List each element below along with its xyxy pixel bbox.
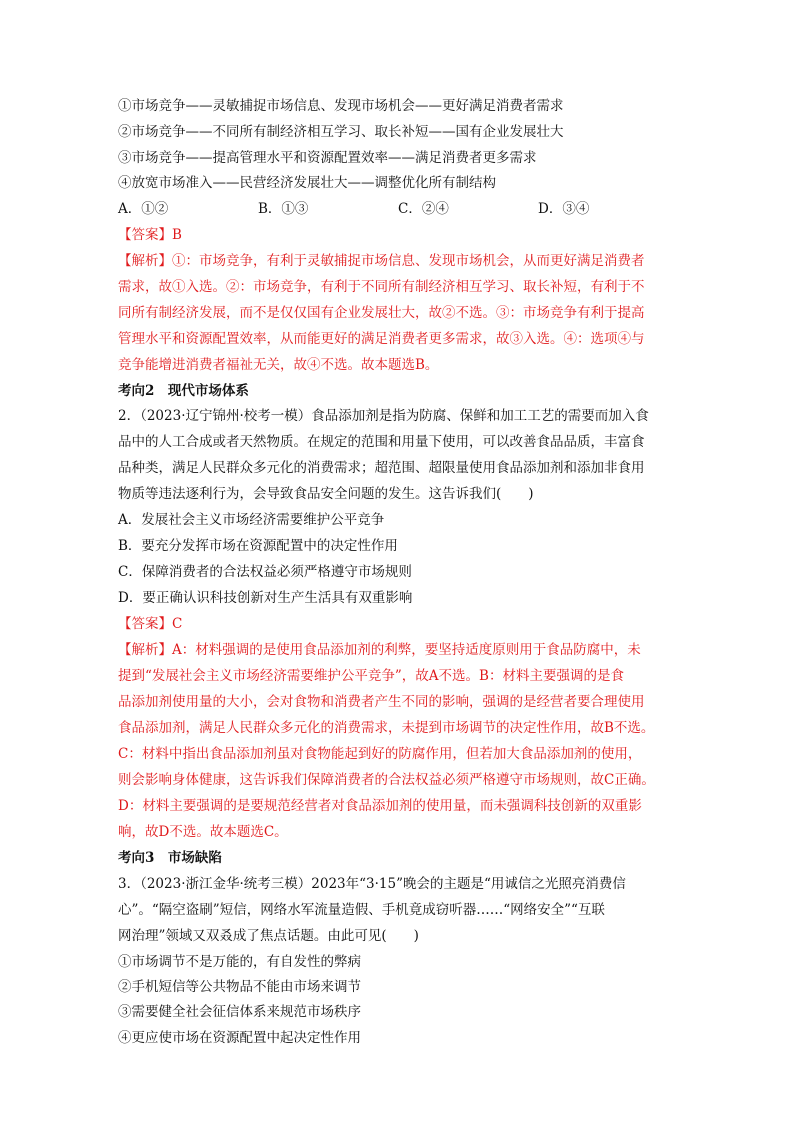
q1-item-4: ④放宽市场准入——民营经济发展壮大——调整优化所有制结构 <box>118 175 496 191</box>
q3-item-4: ④更应使市场在资源配置中起决定性作用 <box>118 1030 361 1046</box>
q2-stem-line: 品中的人工合成或者天然物质。在规定的范围和用量下使用，可以改善食品品质，丰富食 <box>118 434 645 450</box>
section-heading-3: 考向3 市场缺陷 <box>118 850 222 866</box>
q1-option-b: B．①③ <box>258 201 309 217</box>
q2-option-b: B．要充分发挥市场在资源配置中的决定性作用 <box>118 538 398 554</box>
q2-option-c: C．保障消费者的合法权益必须严格遵守市场规则 <box>118 564 412 580</box>
q2-analysis-line: 食品添加剂，满足人民群众多元化的消费需求，未提到市场调节的决定性作用，故B不选。 <box>118 720 655 736</box>
q3-stem-line: 心”。“隔空盗刷”短信，网络水军流量造假、手机竟成窃听器……“网络安全”“互联 <box>118 902 605 918</box>
q2-analysis-line: D：材料主要强调的是要规范经营者对食品添加剂的使用量，而未强调科技创新的双重影 <box>118 798 642 814</box>
q2-stem-line: 物质等违法逐利行为，会导致食品安全问题的发生。这告诉我们( ) <box>118 486 534 502</box>
q1-analysis-line: 竞争能增进消费者福祉无关，故④不选。故本题选B。 <box>118 357 439 373</box>
q3-item-2: ②手机短信等公共物品不能由市场来调节 <box>118 979 361 995</box>
q1-option-a: A．①② <box>118 201 169 217</box>
q2-analysis-line: 则会影响身体健康，这告诉我们保障消费者的合法权益必须严格遵守市场规则，故C正确。 <box>118 772 655 788</box>
q2-stem-line: 品种类，满足人民群众多元化的消费需求；超范围、超限量使用食品添加剂和添加非食用 <box>118 460 645 476</box>
q3-stem-line: 3．（2023·浙江金华·统考三模）2023年“3·15”晚会的主题是“用诚信之光照亮消费信 <box>118 876 626 892</box>
q3-item-1: ①市场调节不是万能的，有自发性的弊病 <box>118 954 361 970</box>
q1-item-2: ②市场竞争——不同所有制经济相互学习、取长补短——国有企业发展壮大 <box>118 124 564 140</box>
q1-analysis-line: 同所有制经济发展，而不是仅仅国有企业发展壮大，故②不选。③：市场竞争有利于提高 <box>118 305 645 321</box>
q1-item-1: ①市场竞争——灵敏捕捉市场信息、发现市场机会——更好满足消费者需求 <box>118 98 564 114</box>
q2-analysis-line: 提到“发展社会主义市场经济需要维护公平竞争”，故A不选。B：材料主要强调的是食 <box>118 668 624 684</box>
q1-option-c: C．②④ <box>398 201 449 217</box>
q1-analysis-line: 需求，故①入选。②：市场竞争，有利于不同所有制经济相互学习、取长补短，有利于不 <box>118 279 645 295</box>
section-heading-2: 考向2 现代市场体系 <box>118 383 249 399</box>
q2-analysis-line: 品添加剂使用量的大小，会对食物和消费者产生不同的影响，强调的是经营者要合理使用 <box>118 694 645 710</box>
q2-option-a: A．发展社会主义市场经济需要维护公平竞争 <box>118 512 385 528</box>
q1-answer: 【答案】B <box>118 227 182 243</box>
q1-analysis-line: 【解析】①：市场竞争，有利于灵敏捕捉市场信息、发现市场机会，从而更好满足消费者 <box>118 253 645 269</box>
q2-analysis-line: 响，故D不选。故本题选C。 <box>118 824 288 840</box>
q3-item-3: ③需要健全社会征信体系来规范市场秩序 <box>118 1004 361 1020</box>
q2-analysis-line: C：材料中指出食品添加剂虽对食物能起到好的防腐作用，但若加大食品添加剂的使用， <box>118 746 642 762</box>
q1-analysis-line: 管理水平和资源配置效率，从而能更好的满足消费者更多需求，故③入选。④：选项④与 <box>118 331 645 347</box>
q2-option-d: D．要正确认识科技创新对生产生活具有双重影响 <box>118 590 413 606</box>
q1-options <box>118 201 678 217</box>
q1-option-d: D．③④ <box>538 201 590 217</box>
q2-analysis-line: 【解析】A：材料强调的是使用食品添加剂的利弊，要坚持适度原则用于食品防腐中，未 <box>118 642 641 658</box>
q2-stem-line: 2．（2023·辽宁锦州·校考一模）食品添加剂是指为防腐、保鲜和加工工艺的需要而加入食 <box>118 408 649 424</box>
q2-answer: 【答案】C <box>118 616 183 632</box>
q3-stem-line: 网治理”领域又双叒成了焦点话题。由此可见( ) <box>118 928 419 944</box>
q1-item-3: ③市场竞争——提高管理水平和资源配置效率——满足消费者更多需求 <box>118 150 537 166</box>
